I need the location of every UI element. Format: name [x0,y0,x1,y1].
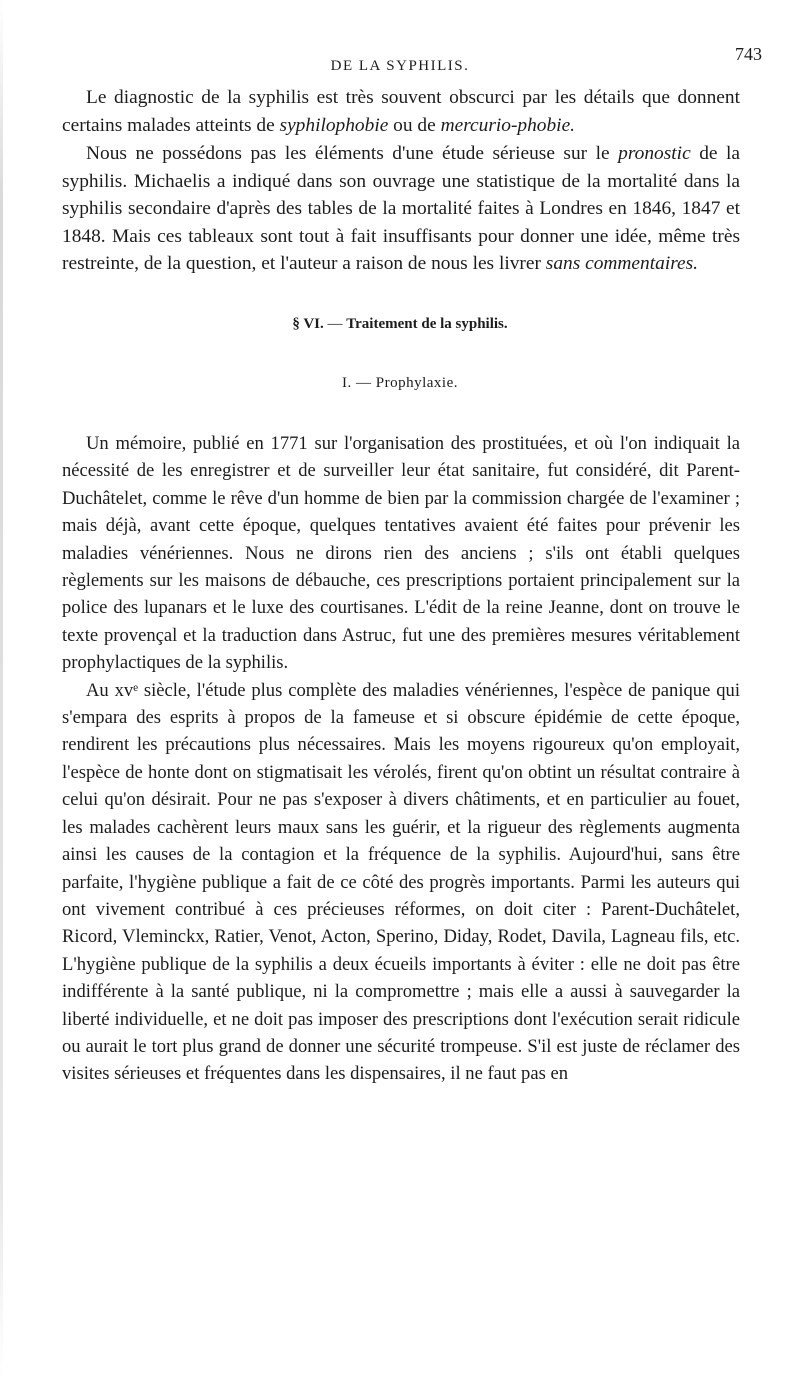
section-number: § VI. [292,316,324,332]
paragraph: Au xvᵉ siècle, l'étude plus complète des maladies vénériennes, l'espèce de panique qui s'empara des esprits à propos de la fameuse et si obscure épidémie de cette époque, rendirent les précautions plus nécessaires. Mais les moyens rigoureux qu'on employait, l'espèce de honte dont on stigmatisait les vérolés, firent qu'on obtint un résultat contraire à celui qu'on désirait. Pour ne pas s'exposer à divers châtiments, et en particulier au fouet, les malades cachèrent leurs maux sans les guérir, et la rigueur des règlements augmenta ainsi les causes de la contagion et la fréquence de la syphilis. Aujourd'hui, sans être parfaite, l'hygiène publique a fait de ce côté des progrès importants. Parmi les auteurs qui ont vivement contribué à ces précieuses réformes, on doit citer : Parent-Duchâtelet, Ricord, Vleminckx, Ratier, Venot, Acton, Sperino, Diday, Rodet, Davila, Lagneau fils, etc. L'hygiène publique de la syphilis a deux écueils importants à éviter : elle ne doit pas être indifférente à la santé publique, ni la compromettre ; mais elle a aussi à sauvegarder la liberté individuelle, et ne doit pas imposer des prescriptions dont l'exécution serait ridicule ou aurait le tort plus grand de donner une sécurité trompeuse. S'il est juste de réclamer des visites sérieuses et fréquentes dans les dispensaires, il ne faut pas en [62,679,740,1085]
running-head: DE LA SYPHILIS. [330,58,470,74]
emphasis: syphilophobie [279,114,389,136]
page-edge-shadow [0,0,3,1378]
page-number: 743 [735,44,762,64]
emphasis: pronostic [618,143,691,164]
subsection-heading: I. — Prophylaxie. [342,375,458,391]
body-text [62,430,740,1088]
intro-paragraph-diagnostic [62,84,740,139]
emphasis: sans commentaires. [545,253,699,274]
section-heading: § VI. — Traitement de la syphilis. [292,316,508,332]
paragraph: Le diagnostic de la syphilis est très souvent obscurci par les détails que donnent certains malades atteints de syphilophobie ou de mercurio-phobie. [62,87,740,136]
paragraph: Nous ne possédons pas les éléments d'une étude sérieuse sur le pronostic de la syphilis. Michaelis a indiqué dans son ouvrage une statistique de la mortalité dans la syphilis secondaire d'après des tables de la mortalité faites à Londres en 1846, 1847 et 1848. Mais ces tableaux sont tout à fait insuffisants pour donner une idée, même très restreinte, de la question, et l'auteur a raison de nous les livrer sans commentaires. [62,143,740,274]
section-title: Traitement de la syphilis. [346,316,508,332]
paragraph: Un mémoire, publié en 1771 sur l'organisation des prostituées, et où l'on indiquait la nécessité de les enregistrer et de surveiller leur état sanitaire, fut considéré, dit Parent-Duchâtelet, comme le rêve d'un homme de bien par la commission chargée de l'examiner ; mais déjà, avant cette époque, quelques tentatives avaient été faites pour prévenir les maladies vénériennes. Nous ne dirons rien des anciens ; s'ils ont établi quelques règlements sur les maisons de débauche, ces prescriptions portaient principalement sur la police des lupanars et le luxe des courtisanes. L'édit de la reine Jeanne, dont on trouve le texte provençal et la traduction dans Astruc, fut une des premières mesures véritablement prophylactiques de la syphilis. [62,433,740,674]
intro-paragraph-prognostic [62,140,740,278]
emphasis: mercurio-phobie. [440,114,576,136]
